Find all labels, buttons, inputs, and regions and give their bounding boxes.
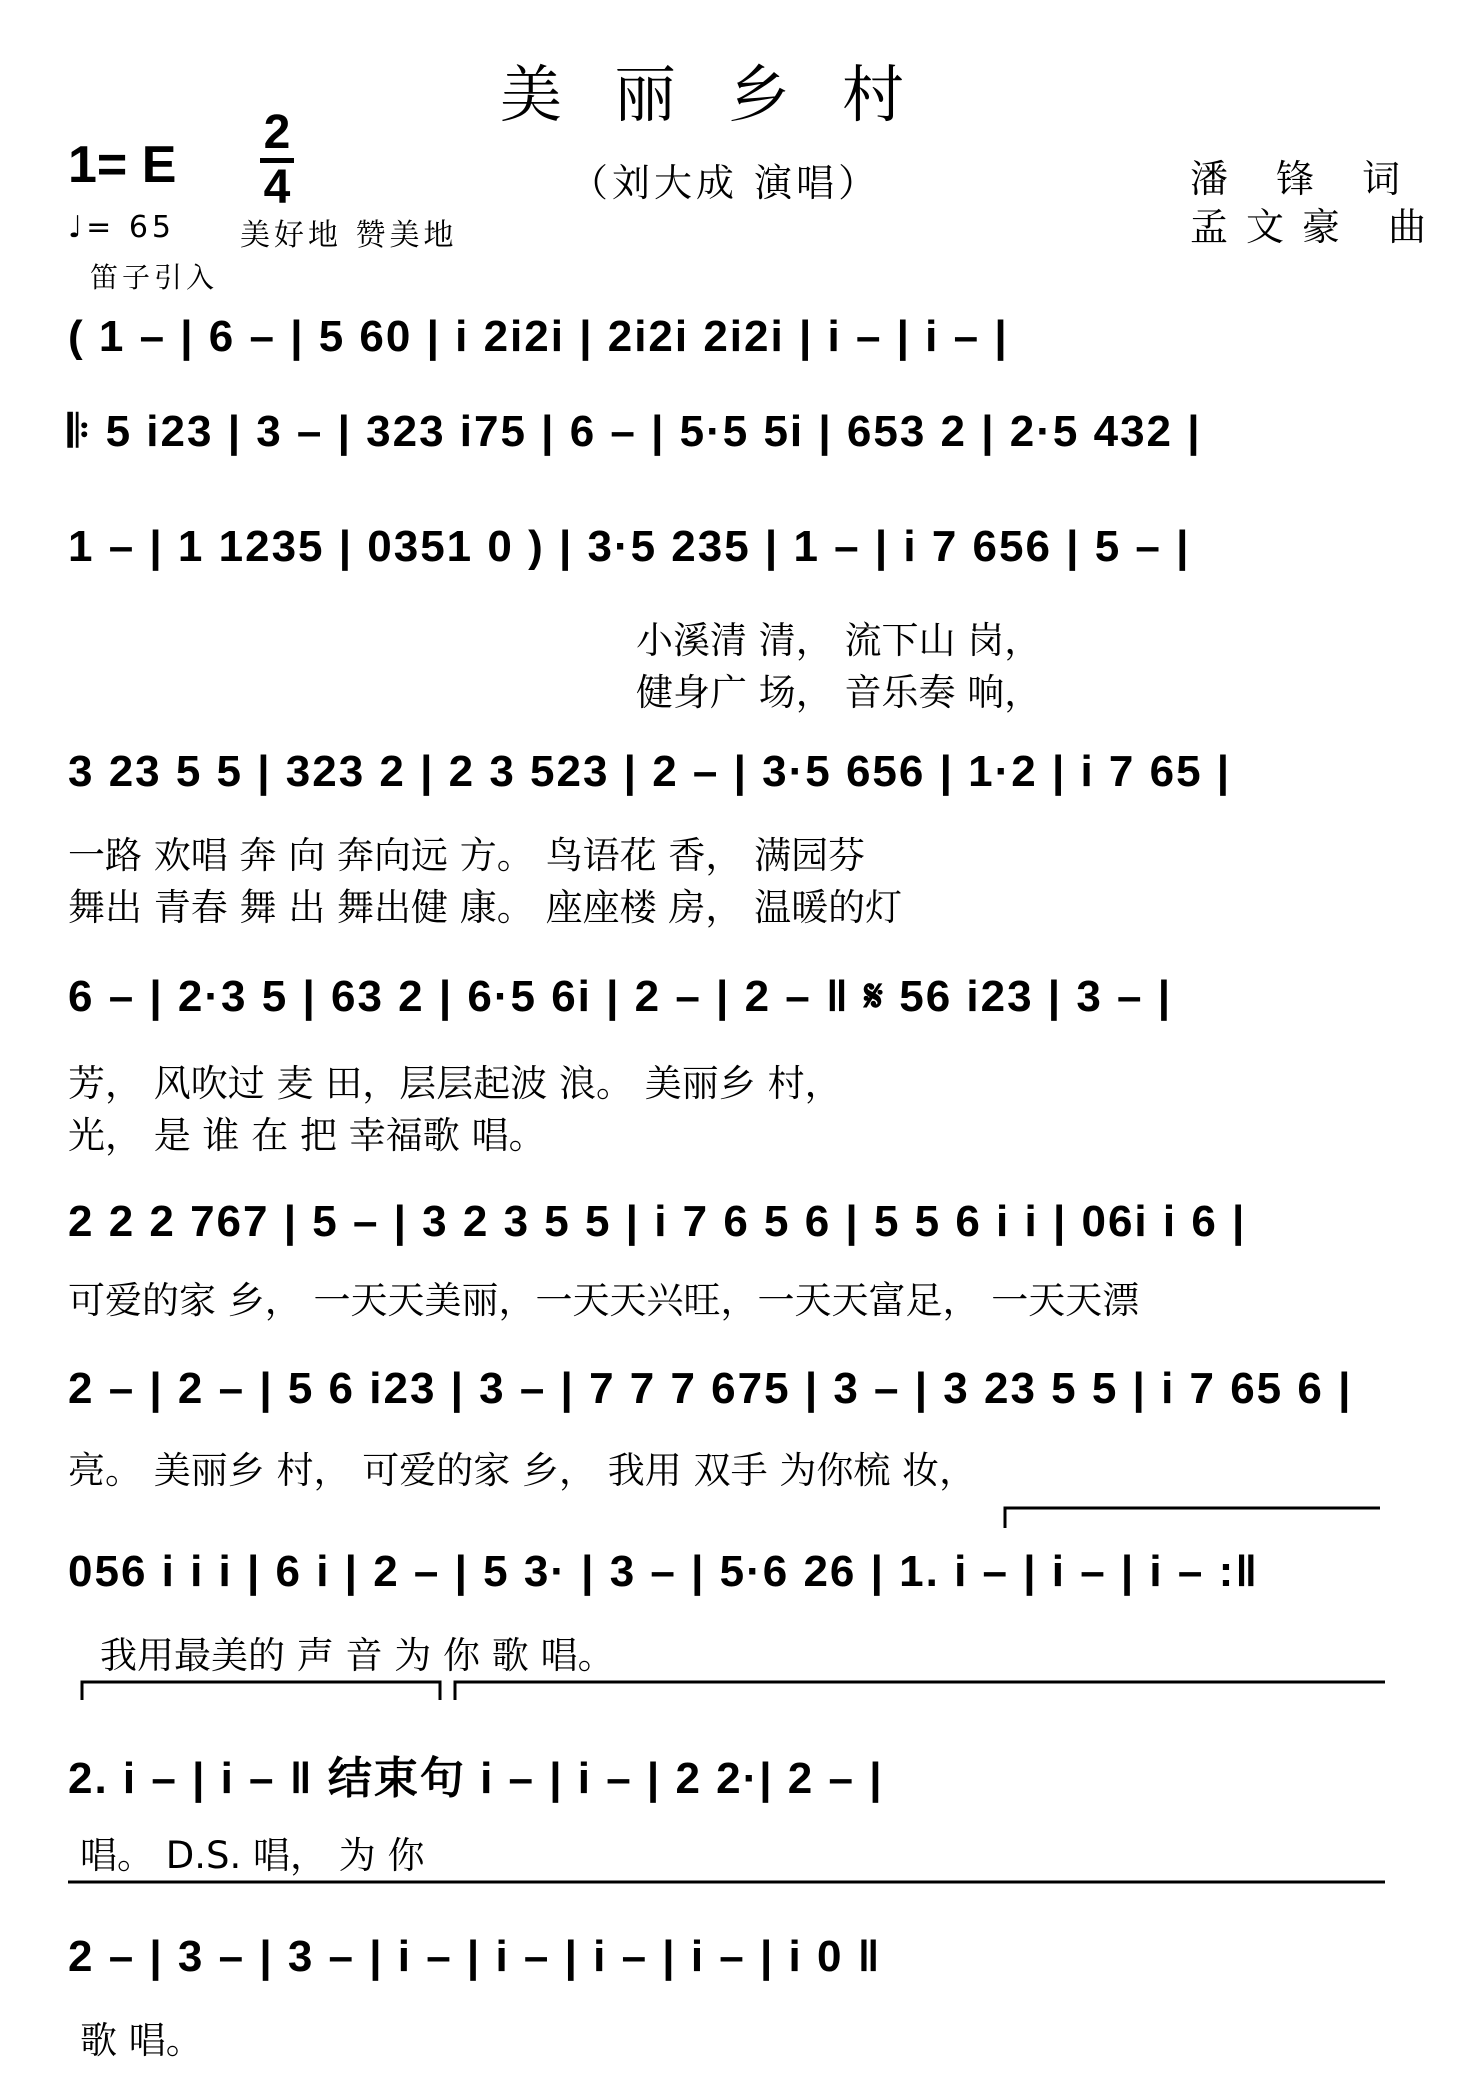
lyrics-row-3-verse-1: 小溪清 清， 流下山 岗，: [636, 619, 1042, 662]
lyricist: 潘 锋 词: [1190, 157, 1419, 201]
notes-row-9: 2. i – | i – ‖ 结束句 i – | i – | 2 2·| 2 – |: [68, 1754, 884, 1803]
expression-mark: 美好地 赞美地: [240, 218, 458, 253]
notes-row-7: 2 – | 2 – | 5 6 i23 | 3 – | 7 7 7 675 | 3 – | 3 23 5 5 | i 7 65 6 |: [68, 1364, 1353, 1413]
volta-2-bracket: [82, 1682, 440, 1700]
lyrics-row-3-verse-2: 健身广 场， 音乐奏 响，: [636, 671, 1042, 714]
song-title: 美丽乡村: [500, 58, 957, 131]
lyrics-row-4-verse-2: 舞出 青春 舞 出 舞出健 康。 座座楼 房， 温暖的灯: [68, 886, 903, 929]
tempo-mark: ♩= 65: [68, 210, 175, 245]
notes-row-5: 6 – | 2·3 5 | 63 2 | 6·5 6i | 2 – | 2 – ‖ 𝄋 56 i23 | 3 – |: [68, 972, 1173, 1021]
lyrics-row-7: 亮。 美丽乡 村， 可爱的家 乡， 我用 双手 为你梳 妆，: [68, 1449, 977, 1492]
composer: 孟文豪 曲: [1190, 205, 1445, 249]
notes-row-6: 2 2 2 767 | 5 – | 3 2 3 5 5 | i 7 6 5 6 | 5 5 6 i i | 06i i 6 |: [68, 1197, 1247, 1246]
ending-bracket: [455, 1682, 1385, 1700]
notes-row-3: 1 – | 1 1235 | 0351 0 ) | 3·5 235 | 1 – | i 7 656 | 5 – |: [68, 522, 1191, 571]
notes-row-4: 3 23 5 5 | 323 2 | 2 3 523 | 2 – | 3·5 656 | 1·2 | i 7 65 |: [68, 747, 1232, 796]
performer: （刘大成 演唱）: [570, 161, 881, 205]
notes-row-1: ( 1 – | 6 – | 5 60 | i 2i2i | 2i2i 2i2i | i – | i – |: [68, 312, 1009, 361]
time-signature-top: 2: [263, 106, 291, 159]
lyrics-row-10: 歌 唱。: [80, 2019, 203, 2062]
lyrics-row-5-verse-2: 光， 是 谁 在 把 幸福歌 唱。: [68, 1114, 546, 1157]
lyrics-row-6: 可爱的家 乡， 一天天美丽，一天天兴旺，一天天富足， 一天天漂: [68, 1279, 1140, 1322]
notes-row-2: 𝄆 5 i23 | 3 – | 323 i75 | 6 – | 5·5 5i | 653 2 | 2·5 432 |: [68, 407, 1202, 456]
notes-row-8: 056 i i i | 6 i | 2 – | 5 3· | 3 – | 5·6 26 | 1. i – | i – | i – :‖: [68, 1547, 1260, 1596]
key-signature: 1= E: [68, 136, 177, 194]
lyrics-row-4-verse-1: 一路 欢唱 奔 向 奔向远 方。 鸟语花 香， 满园芬: [68, 834, 866, 877]
intro-label: 笛子引入: [90, 261, 219, 294]
lyrics-row-5-verse-1: 芳， 风吹过 麦 田，层层起波 浪。 美丽乡 村，: [68, 1062, 842, 1105]
time-signature-bottom: 4: [263, 161, 291, 214]
notes-row-10: 2 – | 3 – | 3 – | i – | i – | i – | i – | i 0 ‖: [68, 1932, 882, 1981]
lyrics-row-8: 我用最美的 声 音 为 你 歌 唱。: [100, 1634, 615, 1677]
volta-1-bracket: [1005, 1508, 1380, 1528]
lyrics-row-9: 唱。 D.S. 唱， 为 你: [80, 1834, 425, 1877]
